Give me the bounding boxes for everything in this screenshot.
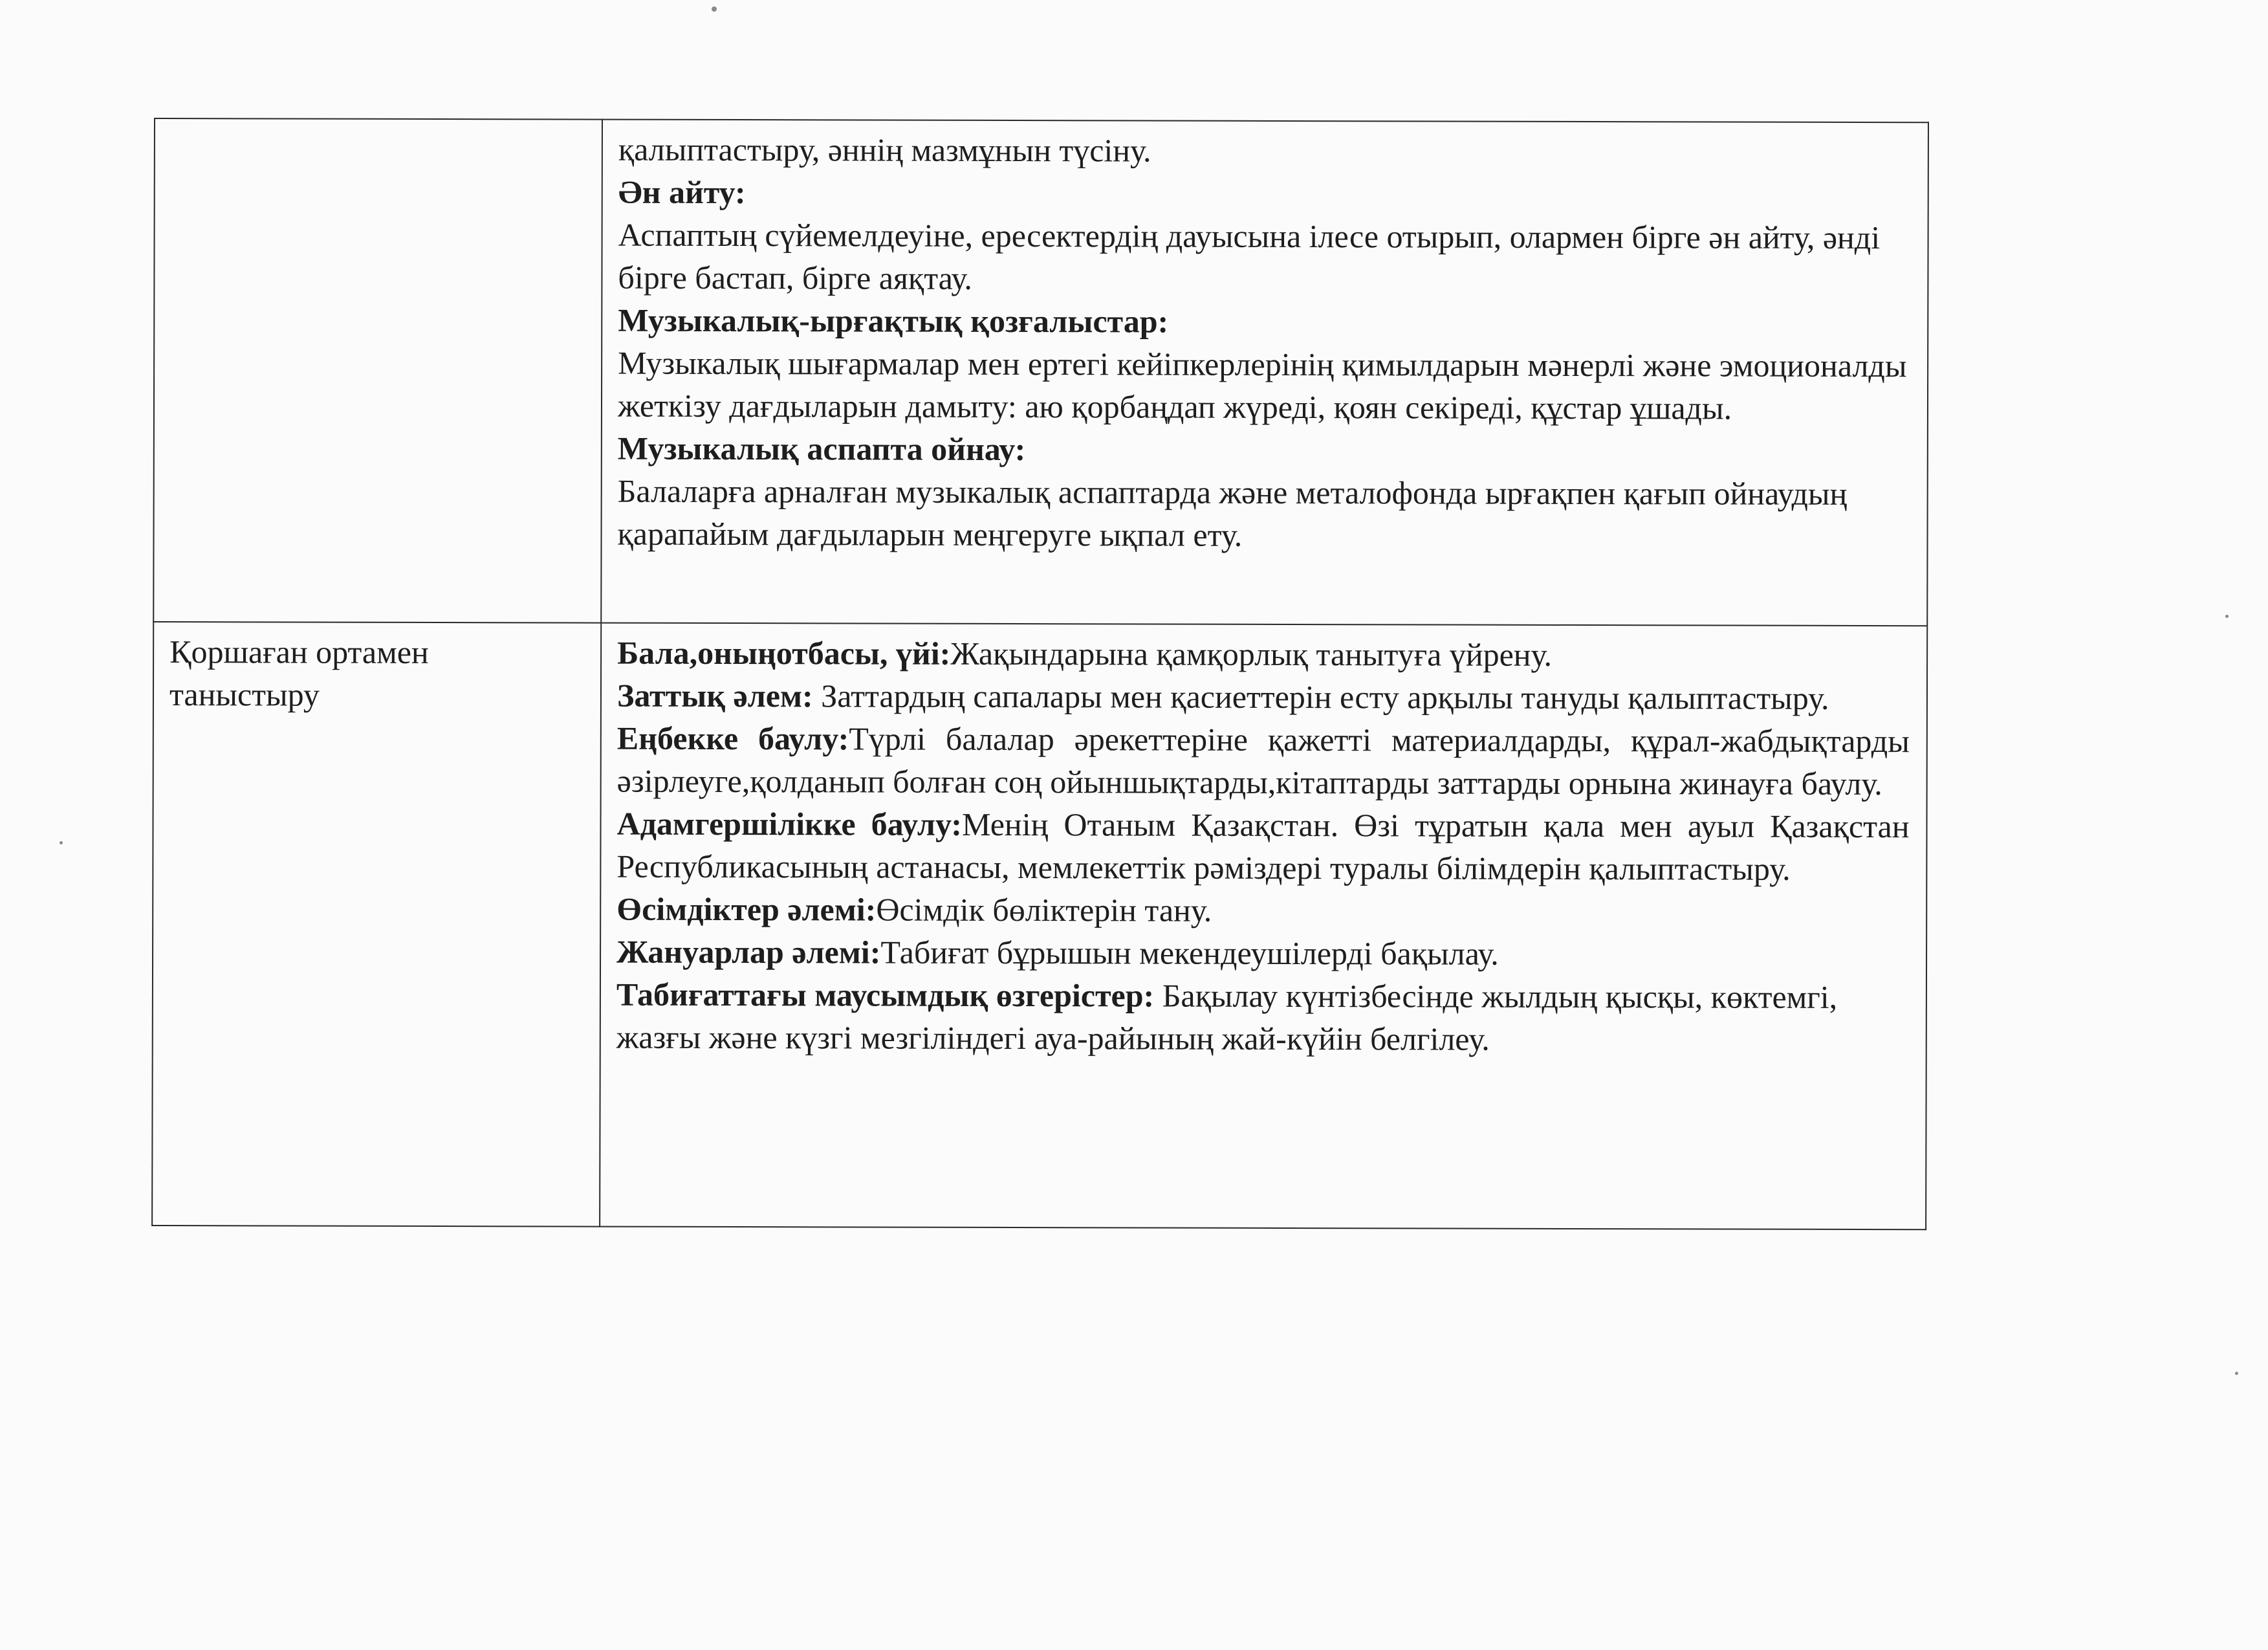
scan-speck: [2225, 615, 2229, 618]
paragraph-labor: Еңбекке баулу:Түрлі балалар әрекеттеріне қажетті материалдарды, құрал-жабдықтарды әзірлеуге,қолданып болған соң ойыншықтарды,кітаптарды заттарды орнына жинауға баулу.: [616, 720, 1910, 802]
scan-speck: [2235, 1372, 2238, 1375]
scan-speck: [712, 6, 717, 12]
content-cell-music: [601, 120, 1928, 626]
paragraph-family: Бала,оныңотбасы, үйі:Жақындарына қамқорлық танытуға үйрену.: [617, 634, 1553, 673]
heading-rhythmic-movements: Музыкалық-ырғақтық қозғалыстар:: [618, 302, 1169, 340]
content-cell-environment: [600, 623, 1927, 1230]
paragraph-plants: Өсімдіктер әлемі:Өсімдік бөліктерін тану.: [616, 890, 1212, 929]
paragraph-continuation: қалыптастыру, әннің мазмұнын түсіну.: [618, 131, 1151, 169]
paragraph-instrument-play: Балаларға арналған музыкалық аспаптарда және металофонда ырғақпен қағып ойнаудың қарапайым дағдыларын меңгеруге ықпал ету.: [617, 472, 1848, 553]
paragraph-singing: Аспаптың сүйемелдеуіне, ересектердің дауысына ілесе отырып, олармен бірге ән айту, әнді бірге бастап, бірге аяқтау.: [618, 216, 1881, 296]
curriculum-table: [151, 118, 1929, 1230]
heading-singing: Ән айту:: [618, 173, 746, 211]
paragraph-morality: Адамгершілікке баулу:Менің Отаным Қазақстан. Өзі тұратын қала мен ауыл Қазақстан Республикасының астанасы, мемлекеттік рәміздері туралы білімдерін қалыптастыру.: [616, 805, 1910, 887]
category-cell-environment: Қоршаған ортамен таныстыру: [152, 622, 601, 1227]
table-row: [153, 118, 1928, 626]
table-row: [152, 622, 1927, 1229]
paragraph-seasons: Табиғаттағы маусымдық өзгерістер: Бақылау күнтізбесінде жылдың қысқы, көктемгі, жазғы және күзгі мезгіліндегі ауа-райының жай-күйін белгілеу.: [616, 976, 1838, 1057]
paragraph-object-world: Заттық әлем: Заттардың сапалары мен қасиеттерін есту арқылы тануды қалыптастыру.: [616, 677, 1829, 716]
paragraph-animals: Жануарлар әлемі:Табиғат бұрышын мекендеушілерді бақылау.: [616, 933, 1499, 972]
category-cell-empty: [153, 118, 602, 623]
paragraph-rhythmic-movements: Музыкалық шығармалар мен ертегі кейіпкерлерінің қимылдарын мәнерлі және эмоционалды жеткізу дағдыларын дамыту: аю қорбаңдап жүреді, қоян секіреді, құстар ұшады.: [617, 344, 1907, 426]
heading-instrument-play: Музыкалық аспапта ойнау:: [617, 430, 1026, 468]
scan-speck: [60, 841, 63, 844]
